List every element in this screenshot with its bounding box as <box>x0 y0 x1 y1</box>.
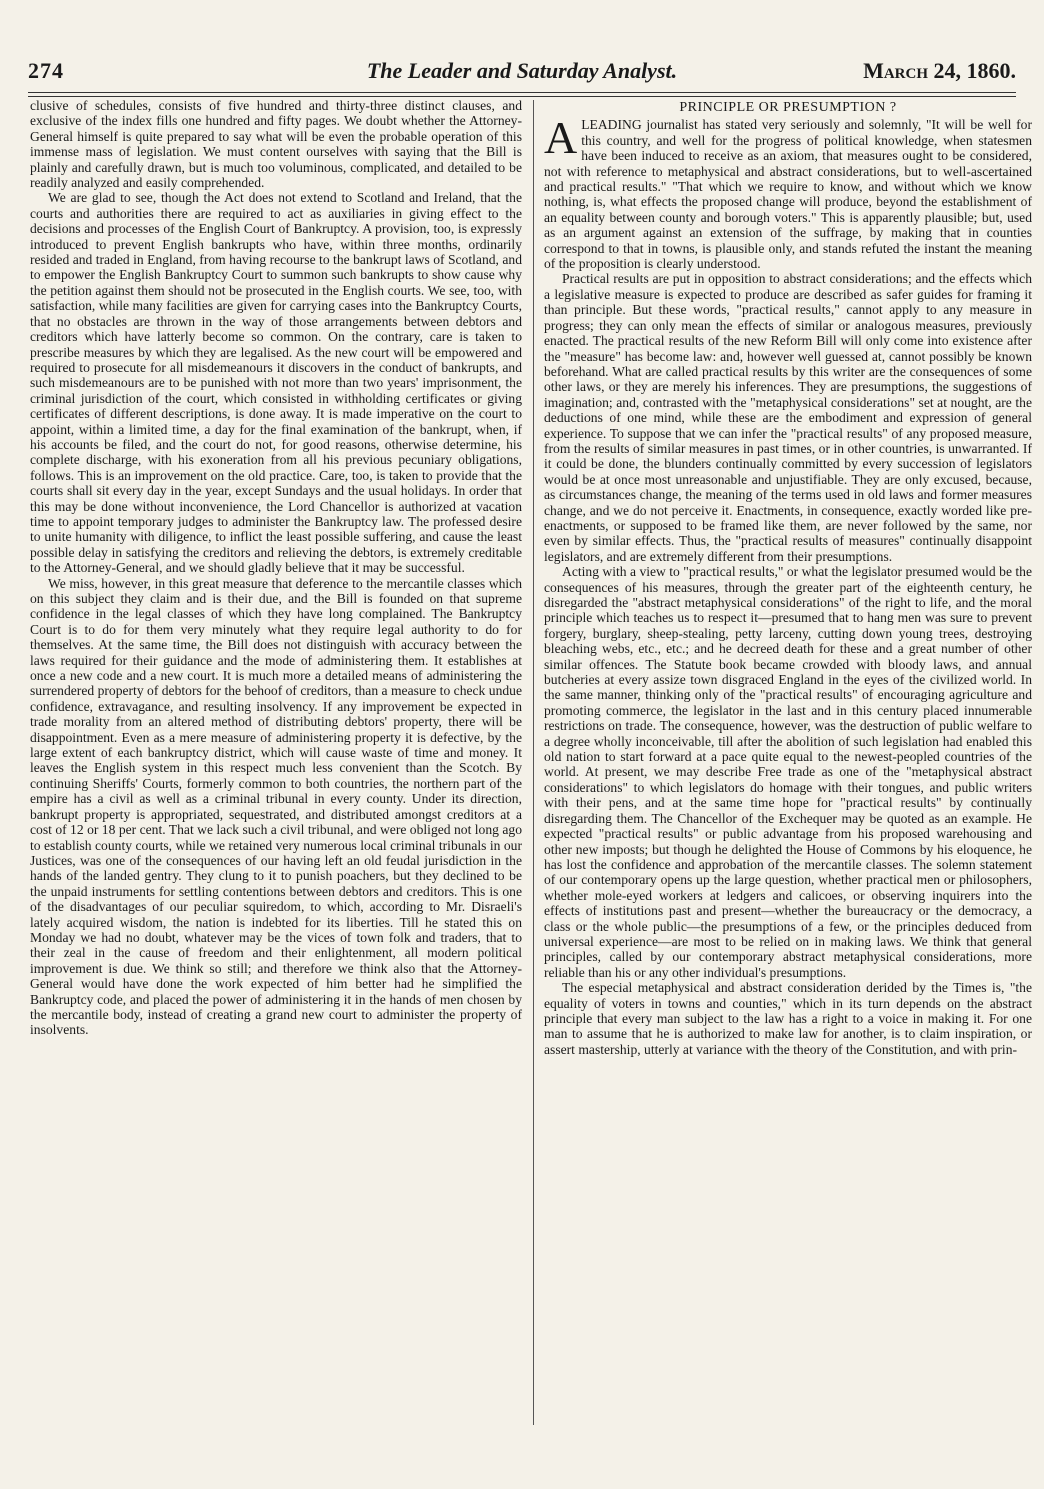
issue-date: March 24, 1860. <box>863 58 1016 83</box>
right-paragraph-2: Practical results are put in opposition to abstract considerations; and the effects which a legislative measure is expected to produce are described as safer guides for framing it than principle. But these words, "practical results," cannot apply to any measure in progress; they can only mean the effects of similar or analogous measures, previously enacted. The practical results of the new Reform Bill will only come into existence after the "measure" has become law: and, however well guessed at, cannot possibly be known beforehand. What are called practical results by this writer are the consequences of some other laws, or they are merely his inferences. They are presumptions, the suggestions of imagination; and, contrasted with the "metaphysical considerations" set at nought, are the deductions of one mind, while these are the embodiment and expression of general experience. To suppose that we can infer the "practical results" of any proposed measure, from the results of similar measures in past times, or in other countries, is unwarranted. If it could be done, the blunders continually committed by every succession of legislators would be at once most unreasonable and unjustifiable. They are only excused, because, as circumstances change, the meaning of the terms used in old laws and former measures change, and we do not perceive it. Enactments, in consequence, exactly worded like pre-enactments, or supposed to be framed like them, are never followed by the same, nor even by similar effects. Thus, the "practical results of measures" continually disappoint legislators, and are extremely different from their presumptions. <box>544 271 1032 564</box>
left-column <box>30 98 522 1038</box>
right-paragraph-4: The especial metaphysical and abstract consideration derided by the Times is, "the equality of voters in towns and counties," which in its turn depends on the abstract principle that every man subject to the law has a right to a voice in making it. For one man to assume that he is authorized to make law for another, is to claim inspiration, or assert mastership, utterly at variance with the theory of the Constitution, and with prin- <box>544 980 1032 1057</box>
page-number: 274 <box>28 58 64 83</box>
column-divider <box>533 100 534 1425</box>
header-rule-top <box>28 92 1016 93</box>
right-paragraph-1-text: LEADING journalist has stated very seriously and solemnly, "It will be well for this country, and well for the progress of political knowledge, when statesmen have been induced to receive as an axiom, that measures ought to be considered, not with reference to metaphysical and abstract considerations, but to well-ascertained and practical results." "That which we require to know, and without which we know nothing, is, what effects the proposed change will produce, beyond the establishment of an equality between county and borough voters." This is apparently plausible; but, used as an argument against an extension of the suffrage, by making that in counties correspond to that in towns, is plausible only, and stands refuted the instant the meaning of the proposition is clearly understood. <box>544 117 1032 272</box>
left-paragraph-3: We miss, however, in this great measure that deference to the mercantile classes which on this subject they claim and is their due, and the Bill is founded on that supreme confidence in the legal classes of which they have long complained. The Bankruptcy Court is to do for them very minutely what they require legal authority to do for themselves. At the same time, the Bill does not distinguish with accuracy between the laws required for their guidance and the mode of administering them. It establishes at once a new code and a new court. It is much more a detailed means of administering the surrendered property of debtors for the behoof of creditors, than a measure to check undue confidence, extravagance, and resulting insolvency. If any improvement be expected in trade morality from an altered method of distributing debtors' property, there will be disappointment. Even as a mere measure of administering property it is defective, by the large extent of each bankruptcy district, which will cause waste of time and money. It leaves the English system in this respect much less convenient than the Scotch. By continuing Sheriffs' Courts, formerly common to both countries, the northern part of the empire has a civil as well as a criminal tribunal in every county. Under its direction, bankrupt property is appropriated, sequestrated, and distributed amongst creditors at a cost of 12 or 18 per cent. That we lack such a civil tribunal, and were obliged not long ago to establish county courts, while we retained very numerous local criminal tribunals in our Justices, was one of the consequences of our having left an old feudal jurisdiction in the hands of the landed gentry. They clung to it to punish poachers, but they declined to be the unpaid instruments for settling contentions between debtors and creditors. This is one of the disadvantages of our peculiar squiredom, to which, according to Mr. Disraeli's lately acquired wisdom, the nation is indebted for its liberties. Till he stated this on Monday we had no doubt, whatever may be the vices of town folk and traders, that to their zeal in the cause of freedom and their enlightenment, all modern political improvement is due. We think so still; and therefore we think also that the Attorney-General would have done the work expected of him better had he simplified the Bankruptcy code, and placed the power of administering it in the hands of men chosen by the mercantile body, instead of creating a grand new court to administer the property of insolvents. <box>30 575 522 1038</box>
left-paragraph-2: We are glad to see, though the Act does not extend to Scotland and Ireland, that the courts and authorities there are required to act as auxiliaries in giving effect to the decisions and processes of the English Court of Bankruptcy. A provision, too, is expressly introduced to prevent English bankrupts who have, within three months, ordinarily resided and traded in England, from having recourse to the bankrupt laws of Scotland, and to empower the English Bankruptcy Court to summon such bankrupts to show cause why the petition against them should not be prosecuted in the English courts. We see, too, with satisfaction, while many facilities are given for carrying cases into the Bankruptcy Courts, that no obstacles are thrown in the way of those arrangements between debtors and creditors which have latterly become so common. On the contrary, care is taken to prescribe measures by which they are legalised. As the new court will be empowered and required to prosecute for all misdemeanours it discovers in the conduct of bankrupts, and such misdemeanours are to be punished with not more than two years' imprisonment, the criminal jurisdiction of the court, which consisted in withholding certificates or giving certificates of different descriptions, is done away. It is made imperative on the court to appoint, within a limited time, a day for the final examination of the bankrupt, when, if his accounts be filed, and the court do not, for good reasons, otherwise determine, his complete discharge, with his exoneration from all his previous pecuniary obligations, follows. This is an improvement on the old practice. Care, too, is taken to provide that the courts shall sit every day in the year, except Sundays and the usual holidays. In order that this may be done without inconvenience, the Lord Chancellor is authorized at vacation time to appoint temporary judges to administer the Bankruptcy law. The professed desire to unite humanity with diligence, to inflict the least possible suffering, and cause the least possible delay in satisfying the creditors and relieving the debtors, is extremely creditable to the Attorney-General, and we should gladly believe that it may be successful. <box>30 190 522 576</box>
right-paragraph-1 <box>544 112 1032 272</box>
header-rule-bottom <box>28 96 1016 97</box>
drop-cap: A <box>544 112 578 164</box>
left-paragraph-1: clusive of schedules, consists of five hundred and thirty-three distinct clauses, and exclusive of the index fills one hundred and fifty pages. We doubt whether the Attorney-General himself is quite prepared to say what will be even the probable operation of this immense mass of legislation. We must content ourselves with saying that the Bill is plainly and carefully drawn, but is much too voluminous, complicated, and detailed to be readily analyzed and easily comprehended. <box>30 98 522 191</box>
right-paragraph-3: Acting with a view to "practical results," or what the legislator presumed would be the consequences of his measures, through the greater part of the eighteenth century, he disregarded the "abstract metaphysical considerations" of the right to life, and the moral principle which teaches us to respect it—presumed that to hang men was sure to prevent forgery, burglary, sheep-stealing, petty larceny, cutting down young trees, destroying bleaching webs, etc., etc.; and he decreed death for these and a great number of other similar offences. The Statute book became crowded with bloody laws, and annual butcheries at every assize town disgraced England in the eyes of the civilized world. In the same manner, thinking only of the "practical results" of encouraging agriculture and promoting commerce, the legislator in the last and in this century placed innumerable restrictions on trade. The consequence, however, was the destruction of public welfare to a degree wholly inconceivable, till after the abolition of such legislation had enabled this old nation to start forward at a pace quite equal to the newest-peopled countries of the world. At present, we may describe Free trade as one of the "metaphysical abstract considerations" to which legislators do homage with their tongues, and public writers with their pens, and at the same time hope for "practical results" by continually disregarding them. The Chancellor of the Exchequer may be quoted as an example. He expected "practical results" or public advantage from his proposed warehousing and other new imposts; but though he delighted the House of Commons by his eloquence, he has lost the confidence and approbation of the mercantile classes. The solemn statement of our contemporary opens up the large question, whether practical men or philosophers, whether mole-eyed workers at ledgers and calicoes, or observing inquirers into the effects of institutions past and present—whether the bureaucracy or the democracy, a class or the whole public—the presumptions of a few, or the principles deduced from universal experience—are most to be relied on in making laws. We think that general principles, called by our contemporary abstract metaphysical considerations, more reliable than his or any other individual's presumptions. <box>544 564 1032 980</box>
right-column <box>544 98 1032 1057</box>
publication-title: The Leader and Saturday Analyst. <box>366 58 678 83</box>
page-header <box>28 58 1016 86</box>
article-title: PRINCIPLE OR PRESUMPTION ? <box>679 100 897 115</box>
